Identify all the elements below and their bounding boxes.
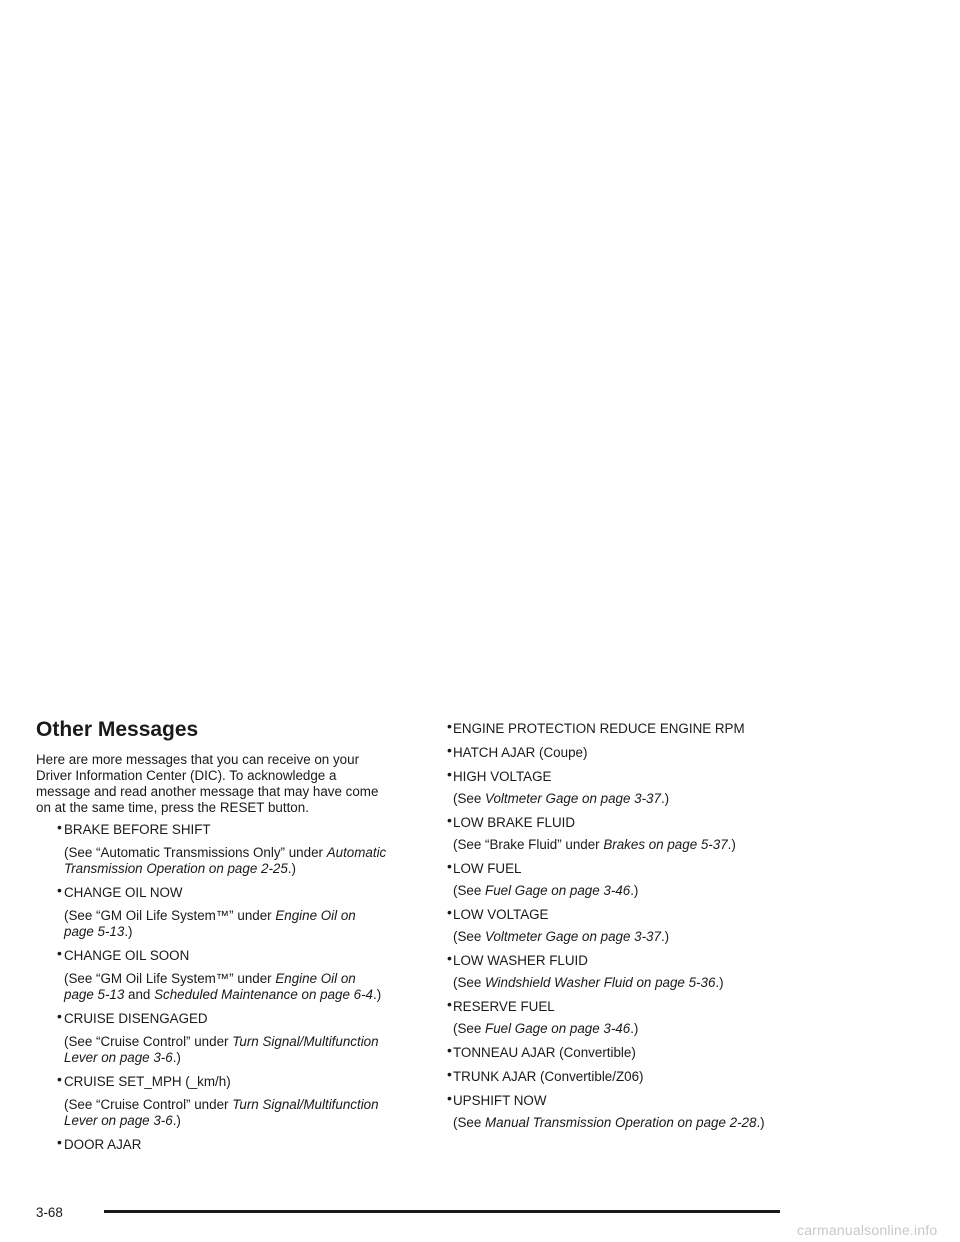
message-reference	[64, 1034, 388, 1066]
message-title: CHANGE OIL NOW	[64, 885, 183, 900]
bullet-icon: •	[57, 945, 62, 961]
reference-lead: (See	[453, 975, 486, 990]
page-number: 3-68	[36, 1205, 63, 1220]
message-title: CRUISE SET_MPH (_km/h)	[64, 1074, 231, 1089]
reference-lead: (See	[453, 929, 486, 944]
message-item	[425, 718, 845, 737]
reference-tail: .)	[172, 1113, 181, 1128]
message-title: TRUNK AJAR (Convertible/Z06)	[453, 1069, 644, 1084]
reference-tail: .)	[660, 791, 670, 806]
message-reference	[453, 975, 845, 991]
reference-lead: (See “Cruise Control” under	[64, 1097, 233, 1112]
message-item	[36, 819, 388, 877]
right-message-list	[425, 718, 845, 1131]
bullet-icon: •	[447, 1090, 452, 1106]
bullet-icon: •	[57, 1071, 62, 1087]
bullet-icon: •	[57, 1134, 62, 1150]
left-message-list	[36, 819, 388, 1153]
bullet-icon: •	[57, 819, 62, 835]
bullet-icon: •	[447, 904, 452, 920]
reference-tail: .)	[630, 1021, 639, 1036]
bullet-icon: •	[447, 718, 452, 734]
message-title: BRAKE BEFORE SHIFT	[64, 822, 211, 837]
message-reference	[453, 1021, 845, 1037]
reference-tail: .)	[715, 975, 724, 990]
page-reference-link: Fuel Gage on page 3-46	[485, 1021, 631, 1036]
message-item	[36, 945, 388, 1003]
message-title: DOOR AJAR	[64, 1137, 142, 1152]
reference-lead: (See	[453, 1021, 486, 1036]
message-title: LOW WASHER FLUID	[453, 953, 588, 968]
bullet-icon: •	[57, 882, 62, 898]
message-item	[425, 1066, 845, 1085]
message-reference	[453, 791, 845, 807]
page-reference-link: Brakes on page 5-37	[603, 837, 728, 852]
message-reference	[453, 837, 845, 853]
message-item	[425, 904, 845, 945]
bullet-icon: •	[447, 1042, 452, 1058]
message-title: CRUISE DISENGAGED	[64, 1011, 208, 1026]
message-reference	[64, 908, 388, 940]
message-item	[36, 1008, 388, 1066]
page-reference-link: Turn Signal/Multifunction Lever on page 3-6	[64, 1097, 379, 1128]
page-reference-link: Scheduled Maintenance on page 6-4	[154, 987, 373, 1002]
reference-lead: (See	[453, 791, 486, 806]
message-item	[36, 1071, 388, 1129]
bullet-icon: •	[447, 858, 452, 874]
bullet-icon: •	[447, 950, 452, 966]
message-item	[425, 812, 845, 853]
message-reference	[64, 845, 388, 877]
section-intro: Here are more messages that you can receive on your Driver Information Center (DIC). To acknowledge a message and read another message that may have come on at the same time, press the RESET button.	[36, 752, 379, 815]
page-reference-link: Turn Signal/Multifunction Lever on page 3-6	[64, 1034, 379, 1065]
bullet-icon: •	[447, 812, 452, 828]
bullet-icon: •	[447, 996, 452, 1012]
page-reference-link: Voltmeter Gage on page 3-37	[485, 791, 661, 806]
message-item	[36, 1134, 388, 1153]
watermark: carmanualsonline.info	[797, 1222, 938, 1238]
message-item	[425, 742, 845, 761]
page-reference-link: Automatic Transmission Operation on page 2-25	[64, 845, 387, 876]
reference-tail: .)	[727, 837, 736, 852]
message-reference	[453, 1115, 845, 1131]
message-title: ENGINE PROTECTION REDUCE ENGINE RPM	[453, 721, 745, 736]
page-reference-link: Engine Oil on page 5-13	[64, 908, 356, 939]
reference-lead: (See “GM Oil Life System™” under	[64, 908, 276, 923]
reference-joiner: and	[124, 987, 155, 1002]
page-reference-link: Voltmeter Gage on page 3-37	[485, 929, 661, 944]
section-heading: Other Messages	[36, 718, 199, 741]
reference-lead: (See “GM Oil Life System™” under	[64, 971, 276, 986]
message-title: CHANGE OIL SOON	[64, 948, 190, 963]
message-title: UPSHIFT NOW	[453, 1093, 547, 1108]
message-item	[425, 1090, 845, 1131]
message-title: HIGH VOLTAGE	[453, 769, 552, 784]
message-reference	[64, 1097, 388, 1129]
message-item	[425, 766, 845, 807]
bullet-icon: •	[447, 1066, 452, 1082]
bullet-icon: •	[447, 766, 452, 782]
page-reference-link: Manual Transmission Operation on page 2-28	[485, 1115, 757, 1130]
reference-tail: .)	[756, 1115, 765, 1130]
reference-tail: .)	[660, 929, 670, 944]
reference-lead: (See	[453, 1115, 486, 1130]
reference-tail: .)	[172, 1050, 181, 1065]
message-item	[425, 950, 845, 991]
reference-tail: .)	[373, 987, 382, 1002]
reference-lead: (See “Automatic Transmissions Only” under	[64, 845, 327, 860]
reference-lead: (See	[453, 883, 486, 898]
page-reference-link: Engine Oil on page 5-13	[64, 971, 356, 1002]
reference-lead: (See “Brake Fluid” under	[453, 837, 604, 852]
message-reference	[453, 929, 845, 945]
message-title: LOW VOLTAGE	[453, 907, 549, 922]
message-title: TONNEAU AJAR (Convertible)	[453, 1045, 636, 1060]
message-item	[36, 882, 388, 940]
page-reference-link: Windshield Washer Fluid on page 5-36	[485, 975, 716, 990]
message-title: HATCH AJAR (Coupe)	[453, 745, 588, 760]
message-title: LOW BRAKE FLUID	[453, 815, 576, 830]
reference-tail: .)	[287, 861, 296, 876]
bullet-icon: •	[447, 742, 452, 758]
page-reference-link: Fuel Gage on page 3-46	[485, 883, 631, 898]
message-item	[425, 996, 845, 1037]
reference-tail: .)	[124, 924, 133, 939]
message-reference	[64, 971, 388, 1003]
message-item	[425, 858, 845, 899]
right-column	[425, 718, 845, 1139]
left-column	[36, 716, 388, 1161]
message-item	[425, 1042, 845, 1061]
message-title: LOW FUEL	[453, 861, 522, 876]
message-reference	[453, 883, 845, 899]
reference-lead: (See “Cruise Control” under	[64, 1034, 233, 1049]
reference-tail: .)	[630, 883, 639, 898]
bullet-icon: •	[57, 1008, 62, 1024]
message-title: RESERVE FUEL	[453, 999, 555, 1014]
footer-rule	[104, 1210, 780, 1213]
